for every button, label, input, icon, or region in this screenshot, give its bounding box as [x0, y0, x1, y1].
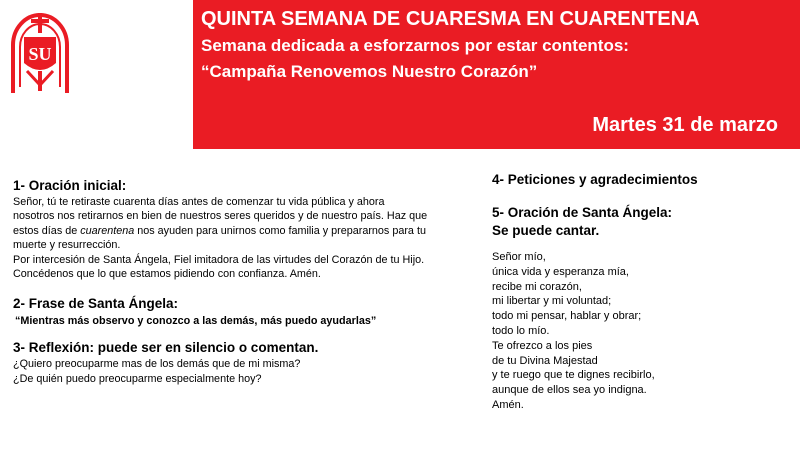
prayer-line: todo lo mío.	[492, 324, 550, 337]
section2-heading: 2- Frase de Santa Ángela:	[13, 296, 179, 312]
banner-subtitle: Semana dedicada a esforzarnos por estar contentos:	[201, 36, 629, 55]
logo-letters: SU	[28, 44, 52, 64]
right-column	[492, 172, 792, 413]
header-banner	[193, 0, 800, 149]
santa-angela-quote: “Mientras más observo y conozco a las demás, más puedo ayudarlas”	[15, 315, 377, 328]
section1-line: nosotros nos retirarnos en bien de nuestros seres queridos y de nuestro país. Haz que	[13, 210, 428, 223]
prayer-line: Te ofrezco a los pies	[492, 339, 593, 352]
section3-heading: 3- Reflexión: puede ser en silencio o comentan.	[13, 340, 319, 356]
prayer-line: todo mi pensar, hablar y obrar;	[492, 310, 642, 323]
section3-line: ¿De quién puedo preocuparme especialmente hoy?	[13, 372, 262, 385]
prayer-line: de tu Divina Majestad	[492, 354, 598, 367]
prayer-line: mi libertar y mi voluntad;	[492, 295, 612, 308]
banner-campaign: “Campaña Renovemos Nuestro Corazón”	[201, 62, 538, 81]
section1-line: Señor, tú te retiraste cuarenta días antes de comenzar tu vida pública y ahora	[13, 196, 385, 208]
section1-line: estos días de cuarentena nos ayuden para unirnos como familia y prepararnos para tu	[13, 224, 426, 237]
prayer-line: única vida y esperanza mía,	[492, 265, 629, 278]
section3-body	[13, 357, 483, 386]
section1-body	[13, 195, 483, 281]
santa-angela-prayer	[492, 250, 792, 413]
section1-line: Por intercesión de Santa Ángela, Fiel imitadora de las virtudes del Corazón de tu Hijo.	[13, 253, 425, 266]
section1-line: Concédenos que lo que estamos pidiendo con confianza. Amén.	[13, 268, 321, 281]
su-logo-icon	[9, 5, 71, 97]
section5-subheading: Se puede cantar.	[492, 223, 600, 238]
left-column	[13, 178, 483, 386]
prayer-line: y te ruego que te dignes recibirlo,	[492, 369, 655, 382]
section1-emphasis: cuarentena	[80, 224, 135, 237]
prayer-line: recibe mi corazón,	[492, 280, 582, 293]
section1-line: muerte y resurrección.	[13, 239, 121, 252]
banner-title: QUINTA SEMANA DE CUARESMA EN CUARENTENA	[201, 8, 700, 30]
prayer-line: Amén.	[492, 398, 524, 411]
prayer-line: aunque de ellos sea yo indigna.	[492, 384, 647, 397]
section1-heading: 1- Oración inicial:	[13, 178, 127, 193]
section5-heading: 5- Oración de Santa Ángela:	[492, 205, 673, 220]
section3-line: ¿Quiero preocuparme mas de los demás que de mi misma?	[13, 358, 301, 371]
banner-date: Martes 31 de marzo	[592, 114, 778, 136]
prayer-line: Señor mío,	[492, 251, 546, 263]
section4-heading: 4- Peticiones y agradecimientos	[492, 172, 698, 187]
